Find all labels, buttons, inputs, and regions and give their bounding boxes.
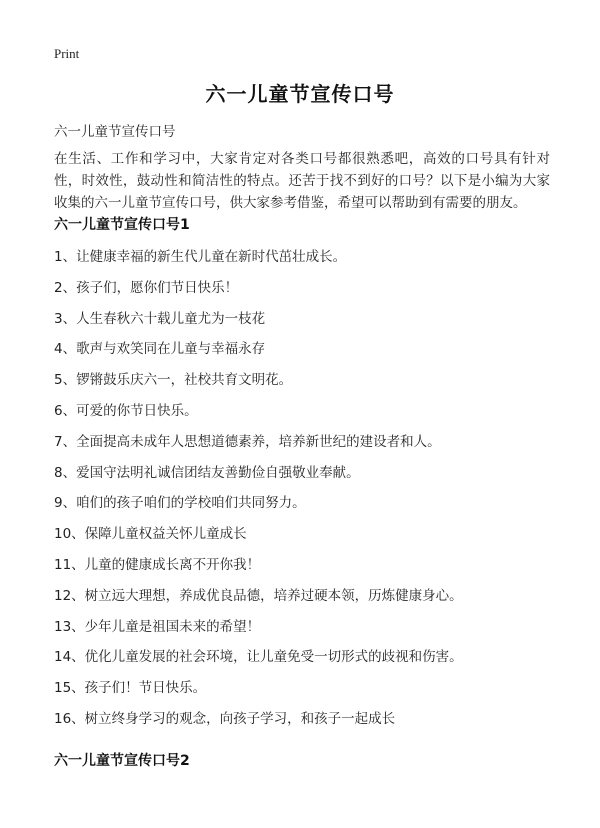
slogan-item: 2、孩子们，愿你们节日快乐！ xyxy=(54,279,239,296)
section-heading-1: 六一儿童节宣传口号1 xyxy=(54,217,190,233)
slogan-item: 3、人生春秋六十载儿童尤为一枝花 xyxy=(54,310,266,327)
slogan-item: 16、树立终身学习的观念，向孩子学习，和孩子一起成长 xyxy=(54,710,396,727)
intro-paragraph: 在生活、工作和学习中，大家肯定对各类口号都很熟悉吧，高效的口号具有针对性，时效性，鼓动性和简洁性的特点。还苦于找不到好的口号？以下是小编为大家收集的六一儿童节宣传口号，供大家参考借鉴，希望可以帮助到有需要的朋友。 xyxy=(54,151,550,211)
document-title: 六一儿童节宣传口号 xyxy=(205,82,395,106)
slogan-item: 6、可爱的你节日快乐。 xyxy=(54,402,198,419)
slogan-list xyxy=(54,247,554,740)
slogan-item: 5、锣锵鼓乐庆六一，社校共育文明花。 xyxy=(54,372,293,389)
slogan-item: 7、全面提高未成年人思想道德素养，培养新世纪的建设者和人。 xyxy=(54,433,441,450)
print-link[interactable]: Print xyxy=(54,46,80,61)
slogan-item: 10、保障儿童权益关怀儿童成长 xyxy=(54,526,247,543)
slogan-item: 14、优化儿童发展的社会环境，让儿童免受一切形式的歧视和伤害。 xyxy=(54,649,463,666)
slogan-item: 13、少年儿童是祖国未来的希望！ xyxy=(54,618,261,635)
slogan-item: 4、歌声与欢笑同在儿童与幸福永存 xyxy=(54,341,266,358)
slogan-item: 11、儿童的健康成长离不开你我！ xyxy=(54,556,261,573)
section-heading-2: 六一儿童节宣传口号2 xyxy=(54,753,190,769)
slogan-item: 8、爱国守法明礼诚信团结友善勤俭自强敬业奉献。 xyxy=(54,464,360,481)
slogan-item: 1、让健康幸福的新生代儿童在新时代茁壮成长。 xyxy=(54,249,347,265)
slogan-item: 9、咱们的孩子咱们的学校咱们共同努力。 xyxy=(54,495,306,512)
slogan-item: 12、树立远大理想，养成优良品德，培养过硬本领，历炼健康身心。 xyxy=(54,587,463,604)
document-subtitle: 六一儿童节宣传口号 xyxy=(54,124,176,140)
slogan-item: 15、孩子们！节日快乐。 xyxy=(54,680,207,697)
